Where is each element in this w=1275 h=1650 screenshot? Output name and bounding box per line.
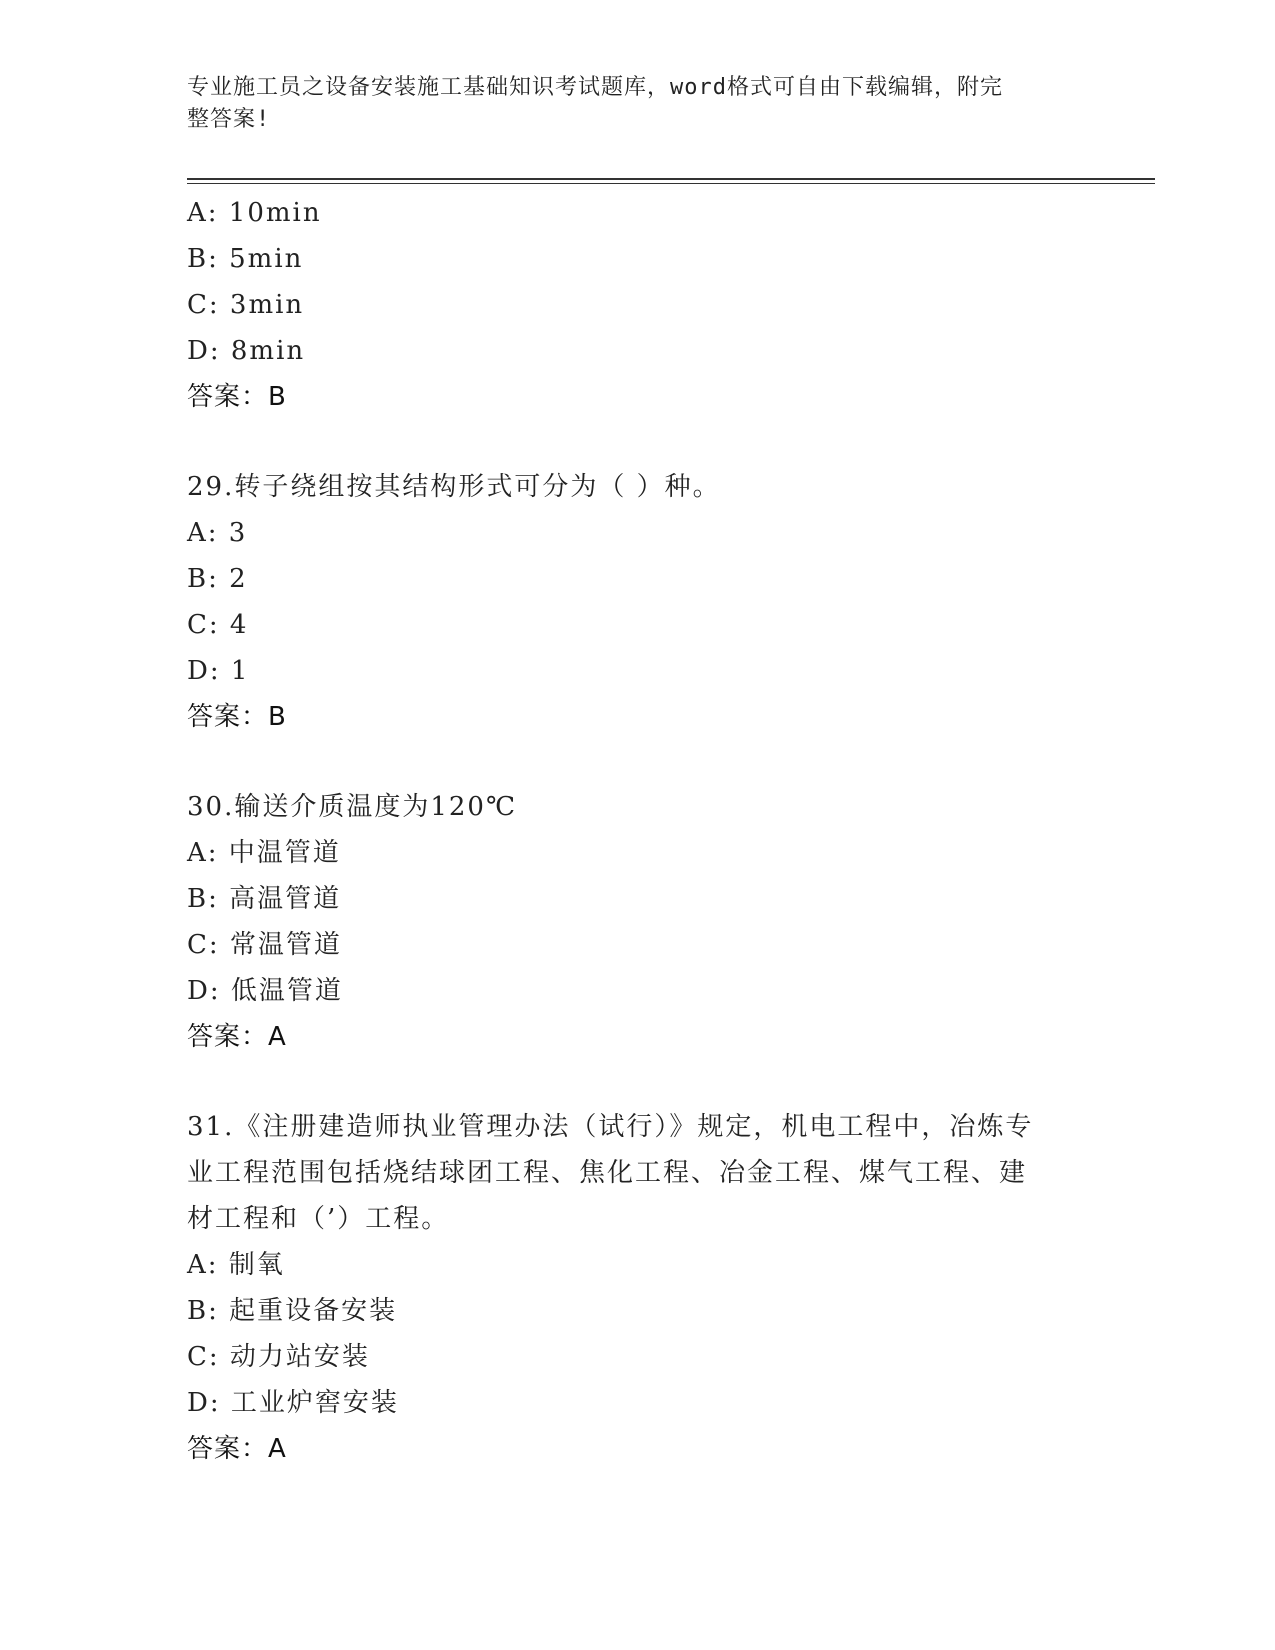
option-d: D: 低温管道	[187, 976, 343, 1006]
question-31	[187, 1104, 1087, 1472]
question-stem-line-1: 31.《注册建造师执业管理办法（试行）》规定，机电工程中，冶炼专	[187, 1112, 1034, 1142]
option-a: A: 10min	[187, 198, 322, 228]
option-b: B: 高温管道	[187, 884, 342, 914]
option-b: B: 2	[187, 564, 248, 594]
answer-label: 答案：A	[187, 1022, 287, 1052]
spacer	[187, 1060, 1087, 1104]
question-stem-line-3: 材工程和（’）工程。	[187, 1204, 450, 1234]
option-d: D: 1	[187, 656, 250, 686]
option-a: A: 中温管道	[187, 838, 341, 868]
option-b: B: 起重设备安装	[187, 1296, 398, 1326]
answer-label: 答案：B	[187, 702, 287, 732]
option-d: D: 8min	[187, 336, 306, 366]
header-line-1: 专业施工员之设备安装施工基础知识考试题库，word格式可自由下载编辑，附完	[187, 75, 1003, 100]
answer-label: 答案：B	[187, 382, 287, 412]
option-c: C: 3min	[187, 290, 305, 320]
header-divider-thick	[187, 178, 1155, 180]
question-30	[187, 784, 1087, 1060]
option-b: B: 5min	[187, 244, 304, 274]
option-d: D: 工业炉窖安装	[187, 1388, 399, 1418]
option-c: C: 动力站安装	[187, 1342, 370, 1372]
spacer	[187, 740, 1087, 784]
header-line-2: 整答案!	[187, 107, 271, 132]
question-stem: 29.转子绕组按其结构形式可分为（ ）种。	[187, 472, 721, 502]
question-29	[187, 464, 1087, 740]
spacer	[187, 420, 1087, 464]
question-stem-line-2: 业工程范围包括烧结球团工程、焦化工程、冶金工程、煤气工程、建	[187, 1158, 1028, 1188]
question-list	[187, 190, 1087, 1472]
question-28	[187, 190, 1087, 420]
answer-label: 答案：A	[187, 1434, 287, 1464]
option-a: A: 3	[187, 518, 248, 548]
option-a: A: 制氧	[187, 1250, 285, 1280]
header-divider-thin	[187, 183, 1155, 184]
page-header	[187, 72, 1087, 136]
option-c: C: 常温管道	[187, 930, 342, 960]
option-c: C: 4	[187, 610, 249, 640]
question-stem: 30.输送介质温度为120℃	[187, 792, 518, 822]
